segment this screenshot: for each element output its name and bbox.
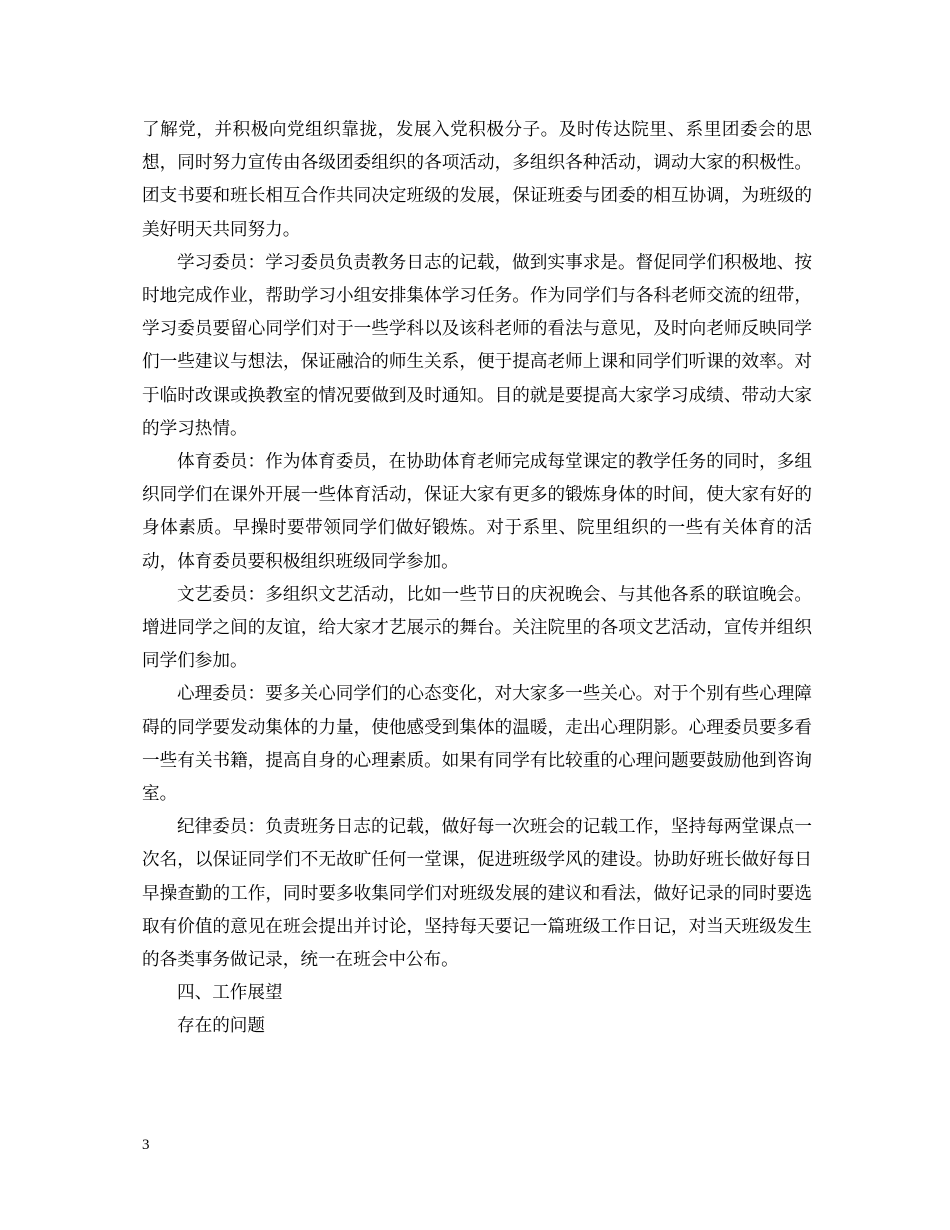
paragraph-psychology-committee: 心理委员：要多关心同学们的心态变化，对大家多一些关心。对于个别有些心理障碍的同学要发动集体的力量，使他感受到集体的温暖，走出心理阴影。心理委员要多看一些有关书籍，提高自身的心理素质。如果有同学有比较重的心理问题要鼓励他到咨询室。 [142, 684, 812, 805]
document-body [142, 114, 812, 1044]
subheading-existing-problems: 存在的问题 [177, 1016, 265, 1037]
paragraph-sports-committee: 体育委员：作为体育委员，在协助体育老师完成每堂课定的教学任务的同时，多组织同学们在课外开展一些体育活动，保证大家有更多的锻炼身体的时间，使大家有好的身体素质。早操时要带领同学们做好锻炼。对于系里、院里组织的一些有关体育的活动，体育委员要积极组织班级同学参加。 [142, 452, 812, 572]
paragraph-arts-committee: 文艺委员：多组织文艺活动，比如一些节日的庆祝晚会、与其他各系的联谊晚会。增进同学之间的友谊，给大家才艺展示的舞台。关注院里的各项文艺活动，宣传并组织同学们参加。 [142, 584, 812, 672]
paragraph-discipline-committee: 纪律委员：负责班务日志的记载，做好每一次班会的记载工作，坚持每两堂课点一次名，以保证同学们不无故旷任何一堂课，促进班级学风的建设。协助好班长做好每日早操查勤的工作，同时要多收集同学们对班级发展的建议和看法，做好记录的同时要选取有价值的意见在班会提出并讨论，坚持每天要记一篇班级工作日记，对当天班级发生的各类事务做记录，统一在班会中公布。 [142, 817, 812, 971]
section-heading-outlook: 四、工作展望 [177, 983, 283, 1004]
paragraph-continuation: 了解党，并积极向党组织靠拢，发展入党积极分子。及时传达院里、系里团委会的思想，同时努力宣传由各级团委组织的各项活动，多组织各种活动，调动大家的积极性。团支书要和班长相互合作共同决定班级的发展，保证班委与团委的相互协调，为班级的美好明天共同努力。 [142, 120, 812, 240]
paragraph-study-committee: 学习委员：学习委员负责教务日志的记载，做到实事求是。督促同学们积极地、按时地完成作业，帮助学习小组安排集体学习任务。作为同学们与各科老师交流的纽带，学习委员要留心同学们对于一些学科以及该科老师的看法与意见，及时向老师反映同学们一些建议与想法，保证融洽的师生关系，便于提高老师上课和同学们听课的效率。对于临时改课或换教室的情况要做到及时通知。目的就是要提高大家学习成绩、带动大家的学习热情。 [142, 252, 812, 439]
page-number: 3 [142, 1137, 150, 1153]
